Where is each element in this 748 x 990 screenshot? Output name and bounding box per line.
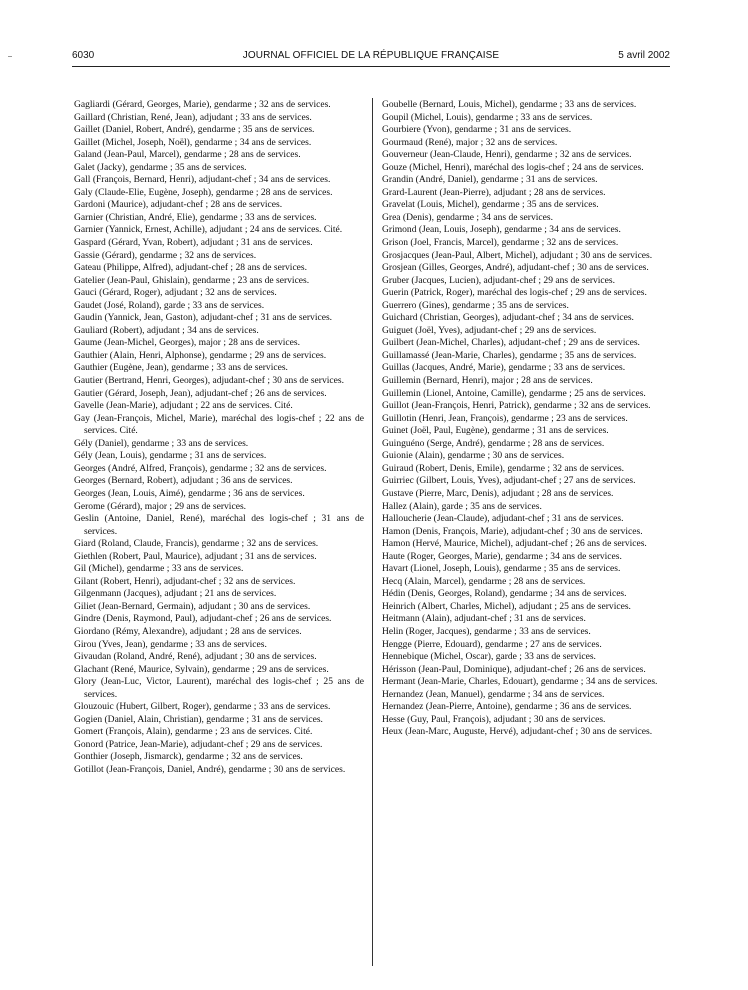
list-item: Hennebique (Michel, Oscar), garde ; 33 ans de services.	[382, 651, 596, 663]
left-column	[74, 99, 364, 777]
list-item: Guiraud (Robert, Denis, Emile), gendarme ; 32 ans de services.	[382, 462, 625, 474]
list-item: Hesse (Guy, Paul, François), adjudant ; 30 ans de services.	[382, 713, 606, 725]
list-item: Guillotin (Henri, Jean, François), gendarme ; 23 ans de services.	[382, 412, 628, 424]
list-item: Hecq (Alain, Marcel), gendarme ; 28 ans de services.	[382, 575, 586, 587]
list-item: Guichard (Christian, Georges), adjudant-chef ; 34 ans de services.	[382, 312, 634, 324]
column-divider	[372, 98, 373, 966]
list-item: Grandin (André, Daniel), gendarme ; 31 ans de services.	[382, 174, 598, 186]
list-item: Goupil (Michel, Louis), gendarme ; 33 ans de services.	[382, 111, 593, 123]
list-item: Hernandez (Jean, Manuel), gendarme ; 34 ans de services.	[382, 688, 605, 700]
list-item: Gil (Michel), gendarme ; 33 ans de services.	[74, 563, 244, 575]
list-item: Gerome (Gérard), major ; 29 ans de services.	[74, 500, 247, 512]
list-item: Hermant (Jean-Marie, Charles, Edouart), gendarme ; 34 ans de services.	[382, 676, 658, 688]
header-rule	[72, 66, 670, 67]
list-item: Glachant (René, Maurice, Sylvain), gendarme ; 29 ans de services.	[74, 663, 329, 675]
list-item: Guillamassé (Jean-Marie, Charles), gendarme ; 35 ans de services.	[382, 349, 637, 361]
list-item: Guiguet (Joël, Yves), adjudant-chef ; 29 ans de services.	[382, 324, 597, 336]
list-item: Gonord (Patrice, Jean-Marie), adjudant-chef ; 29 ans de services.	[74, 738, 323, 750]
list-item: Gautier (Gérard, Joseph, Jean), adjudant-chef ; 26 ans de services.	[74, 387, 327, 399]
list-item: Gomert (François, Alain), gendarme ; 23 ans de services. Cité.	[74, 726, 313, 738]
list-item: Gaillard (Christian, René, Jean), adjudant ; 33 ans de services.	[74, 111, 312, 123]
list-item: Garnier (Yannick, Ernest, Achille), adjudant ; 24 ans de services. Cité.	[74, 224, 343, 236]
list-item: Haute (Roger, Georges, Marie), gendarme ; 34 ans de services.	[382, 550, 622, 562]
list-item: Gaillet (Michel, Joseph, Noël), gendarme ; 34 ans de services.	[74, 136, 312, 148]
list-item: Galy (Claude-Elie, Eugène, Joseph), gendarme ; 28 ans de services.	[74, 186, 333, 198]
list-item: Glory (Jean-Luc, Victor, Laurent), maréchal des logis-chef ; 25 ans de services.	[74, 676, 364, 700]
list-item: Gavelle (Jean-Marie), adjudant ; 22 ans de services. Cité.	[74, 400, 293, 412]
list-item: Helin (Roger, Jacques), gendarme ; 33 ans de services.	[382, 625, 591, 637]
publication-date: 5 avril 2002	[618, 50, 670, 61]
list-item: Gourmaud (René), major ; 32 ans de services.	[382, 136, 558, 148]
page-header	[72, 50, 670, 64]
list-item: Gonthier (Joseph, Jismarck), gendarme ; 32 ans de services.	[74, 751, 303, 763]
list-item: Guionie (Alain), gendarme ; 30 ans de services.	[382, 450, 565, 462]
list-item: Guillemin (Bernard, Henri), major ; 28 ans de services.	[382, 375, 593, 387]
list-item: Guinet (Joël, Paul, Eugène), gendarme ; 31 ans de services.	[382, 425, 609, 437]
list-item: Gravelat (Louis, Michel), gendarme ; 35 ans de services.	[382, 199, 599, 211]
list-item: Havart (Lionel, Joseph, Louis), gendarme ; 35 ans de services.	[382, 563, 621, 575]
list-item: Georges (Bernard, Robert), adjudant ; 36 ans de services.	[74, 475, 293, 487]
list-item: Geslin (Antoine, Daniel, René), maréchal des logis-chef ; 31 ans de services.	[74, 513, 364, 537]
list-item: Gateau (Philippe, Alfred), adjudant-chef ; 28 ans de services.	[74, 262, 308, 274]
list-item: Gindre (Denis, Raymond, Paul), adjudant-chef ; 26 ans de services.	[74, 613, 332, 625]
list-item: Garnier (Christian, André, Elie), gendarme ; 33 ans de services.	[74, 211, 317, 223]
list-item: Gardoni (Maurice), adjudant-chef ; 28 ans de services.	[74, 199, 283, 211]
list-item: Georges (André, Alfred, François), gendarme ; 32 ans de services.	[74, 462, 327, 474]
list-item: Giethlen (Robert, Paul, Maurice), adjudant ; 31 ans de services.	[74, 550, 317, 562]
list-item: Hallez (Alain), garde ; 35 ans de services.	[382, 500, 542, 512]
list-item: Gaspard (Gérard, Yvan, Robert), adjudant ; 31 ans de services.	[74, 237, 313, 249]
list-item: Gaudet (José, Roland), garde ; 33 ans de services.	[74, 299, 265, 311]
list-item: Grard-Laurent (Jean-Pierre), adjudant ; 28 ans de services.	[382, 186, 606, 198]
list-item: Guerrero (Gines), gendarme ; 35 ans de services.	[382, 299, 569, 311]
list-item: Gagliardi (Gérard, Georges, Marie), gendarme ; 32 ans de services.	[74, 99, 331, 110]
list-item: Givaudan (Roland, André, René), adjudant ; 30 ans de services.	[74, 651, 317, 663]
list-item: Georges (Jean, Louis, Aimé), gendarme ; 36 ans de services.	[74, 487, 305, 499]
list-item: Gély (Daniel), gendarme ; 33 ans de services.	[74, 437, 249, 449]
list-item: Heinrich (Albert, Charles, Michel), adjudant ; 25 ans de services.	[382, 600, 631, 612]
list-item: Gély (Jean, Louis), gendarme ; 31 ans de services.	[74, 450, 267, 462]
list-item: Gilant (Robert, Henri), adjudant-chef ; 32 ans de services.	[74, 575, 296, 587]
list-item: Guillot (Jean-François, Henri, Patrick), gendarme ; 32 ans de services.	[382, 400, 651, 412]
list-item: Galand (Jean-Paul, Marcel), gendarme ; 28 ans de services.	[74, 149, 301, 161]
list-item: Gall (François, Bernard, Henri), adjudant-chef ; 34 ans de services.	[74, 174, 331, 186]
list-item: Hengge (Pierre, Edouard), gendarme ; 27 ans de services.	[382, 638, 602, 650]
list-item: Goubelle (Bernard, Louis, Michel), gendarme ; 33 ans de services.	[382, 99, 637, 110]
scan-margin-mark	[8, 56, 12, 57]
list-item: Gotillot (Jean-François, Daniel, André), gendarme ; 30 ans de services.	[74, 763, 346, 775]
page-number: 6030	[72, 50, 95, 61]
list-item: Guilbert (Jean-Michel, Charles), adjudant-chef ; 29 ans de services.	[382, 337, 640, 349]
list-item: Grimond (Jean, Louis, Joseph), gendarme ; 34 ans de services.	[382, 224, 621, 236]
list-item: Gouze (Michel, Henri), maréchal des logis-chef ; 24 ans de services.	[382, 161, 644, 173]
list-item: Grosjacques (Jean-Paul, Albert, Michel), adjudant ; 30 ans de services.	[382, 249, 653, 261]
list-item: Guillemin (Lionel, Antoine, Camille), gendarme ; 25 ans de services.	[382, 387, 646, 399]
list-item: Gautier (Bertrand, Henri, Georges), adjudant-chef ; 30 ans de services.	[74, 375, 344, 387]
list-item: Gauthier (Alain, Henri, Alphonse), gendarme ; 29 ans de services.	[74, 349, 327, 361]
list-item: Girou (Yves, Jean), gendarme ; 33 ans de services.	[74, 638, 267, 650]
list-item: Giard (Roland, Claude, Francis), gendarme ; 32 ans de services.	[74, 538, 319, 550]
list-item: Grosjean (Gilles, Georges, André), adjudant-chef ; 30 ans de services.	[382, 262, 649, 274]
list-item: Gay (Jean-François, Michel, Marie), maréchal des logis-chef ; 22 ans de services. Cité.	[74, 412, 364, 437]
list-item: Giordano (Rémy, Alexandre), adjudant ; 28 ans de services.	[74, 625, 302, 637]
list-item: Hédin (Denis, Georges, Roland), gendarme ; 34 ans de services.	[382, 588, 627, 600]
list-item: Gatelier (Jean-Paul, Ghislain), gendarme ; 23 ans de services.	[74, 274, 310, 286]
journal-title: JOURNAL OFFICIEL DE LA RÉPUBLIQUE FRANÇAISE	[242, 50, 500, 61]
list-item: Giliet (Jean-Bernard, Germain), adjudant ; 30 ans de services.	[74, 600, 311, 612]
list-item: Guinguéno (Serge, André), gendarme ; 28 ans de services.	[382, 437, 605, 449]
list-item: Halloucherie (Jean-Claude), adjudant-chef ; 31 ans de services.	[382, 513, 624, 525]
list-item: Gauliard (Robert), adjudant ; 34 ans de services.	[74, 324, 259, 336]
list-item: Heux (Jean-Marc, Auguste, Hervé), adjudant-chef ; 30 ans de services.	[382, 726, 653, 738]
list-item: Gilgenmann (Jacques), adjudant ; 21 ans de services.	[74, 588, 277, 600]
list-item: Hernandez (Jean-Pierre, Antoine), gendarme ; 36 ans de services.	[382, 701, 632, 713]
list-item: Gouverneur (Jean-Claude, Henri), gendarme ; 32 ans de services.	[382, 149, 632, 161]
list-item: Grison (Joel, Francis, Marcel), gendarme ; 32 ans de services.	[382, 237, 619, 249]
list-item: Gourbiere (Yvon), gendarme ; 31 ans de services.	[382, 124, 572, 136]
right-column	[382, 99, 672, 739]
list-item: Guillas (Jacques, André, Marie), gendarme ; 33 ans de services.	[382, 362, 626, 374]
list-item: Hamon (Denis, François, Marie), adjudant-chef ; 30 ans de services.	[382, 525, 643, 537]
list-item: Glouzouic (Hubert, Gilbert, Roger), gendarme ; 33 ans de services.	[74, 701, 331, 713]
list-item: Guerin (Patrick, Roger), maréchal des logis-chef ; 29 ans de services.	[382, 287, 647, 299]
list-item: Gassie (Gérard), gendarme ; 32 ans de services.	[74, 249, 257, 261]
list-item: Grea (Denis), gendarme ; 34 ans de services.	[382, 211, 553, 223]
list-item: Galet (Jacky), gendarme ; 35 ans de services.	[74, 161, 247, 173]
list-item: Gruber (Jacques, Lucien), adjudant-chef ; 29 ans de services.	[382, 274, 616, 286]
list-item: Gaudin (Yannick, Jean, Gaston), adjudant-chef ; 31 ans de services.	[74, 312, 333, 324]
list-item: Gauci (Gérard, Roger), adjudant ; 32 ans de services.	[74, 287, 277, 299]
list-item: Gaillet (Daniel, Robert, André), gendarme ; 35 ans de services.	[74, 124, 315, 136]
list-item: Gustave (Pierre, Marc, Denis), adjudant ; 28 ans de services.	[382, 487, 614, 499]
list-item: Gogien (Daniel, Alain, Christian), gendarme ; 31 ans de services.	[74, 713, 323, 725]
list-item: Gaume (Jean-Michel, Georges), major ; 28 ans de services.	[74, 337, 300, 349]
list-item: Gauthier (Eugène, Jean), gendarme ; 33 ans de services.	[74, 362, 288, 374]
list-item: Heitmann (Alain), adjudant-chef ; 31 ans de services.	[382, 613, 586, 625]
list-item: Hérisson (Jean-Paul, Dominique), adjudant-chef ; 26 ans de services.	[382, 663, 646, 675]
list-item: Hamon (Hervé, Maurice, Michel), adjudant-chef ; 26 ans de services.	[382, 538, 647, 550]
list-item: Guirriec (Gilbert, Louis, Yves), adjudant-chef ; 27 ans de services.	[382, 475, 636, 487]
